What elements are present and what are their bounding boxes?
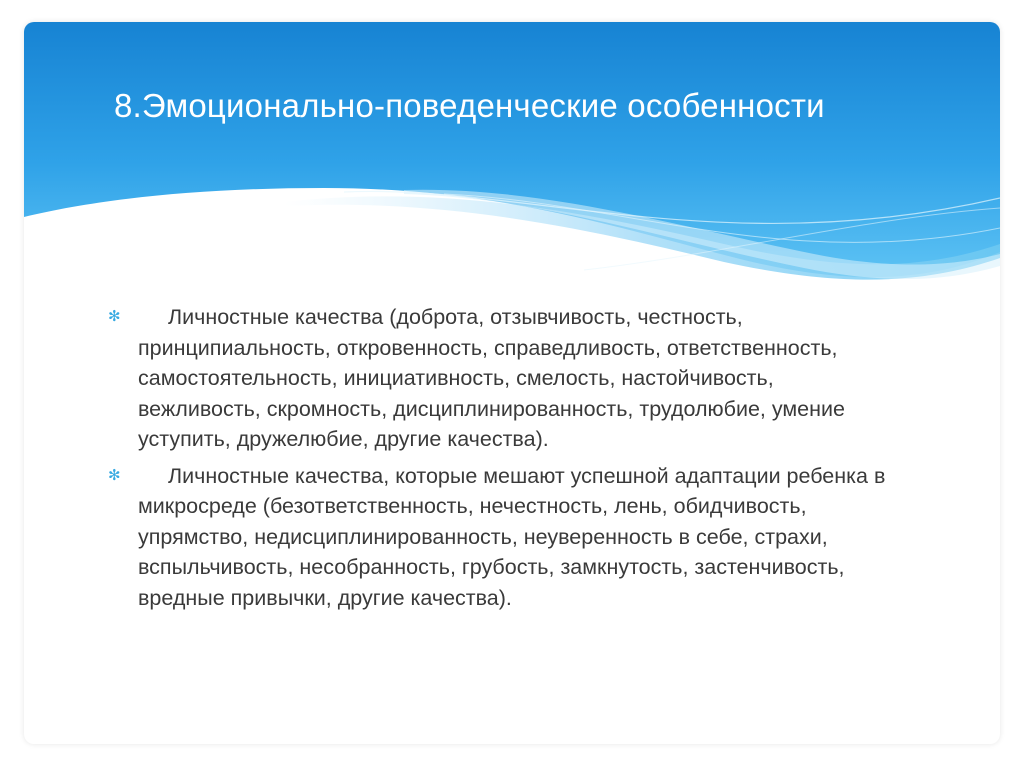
header-sky-shape [24, 22, 1000, 277]
bullet-text: Личностные качества, которые мешают успешной адаптации ребенка в микросреде (безответственность, нечестность, лень, обидчивость, упрямство, недисциплинированность, неуверенность в себе, страхи, вспыльчивость, несобранность, грубость, замкнутость, застенчивость, вредные привычки, другие качества). [138, 463, 886, 610]
slide-title: 8.Эмоционально-поведенческие особенности [114, 87, 825, 124]
list-item [104, 461, 894, 614]
asterisk-bullet-icon: ✻ [108, 466, 121, 484]
asterisk-bullet-icon: ✻ [108, 308, 121, 325]
slide-frame [24, 22, 1000, 744]
list-item [104, 302, 894, 455]
header-wave-background [24, 22, 1000, 302]
bullet-list [104, 302, 894, 619]
bullet-text: Личностные качества (доброта, отзывчивость, честность, принципиальность, откровенность, справедливость, ответственность, самостоятельность, инициативность, смелость, настойчивость, вежливость, скромность, дисциплинированность, трудолюбие, умение уступить, дружелюбие, другие качества). [138, 305, 845, 451]
